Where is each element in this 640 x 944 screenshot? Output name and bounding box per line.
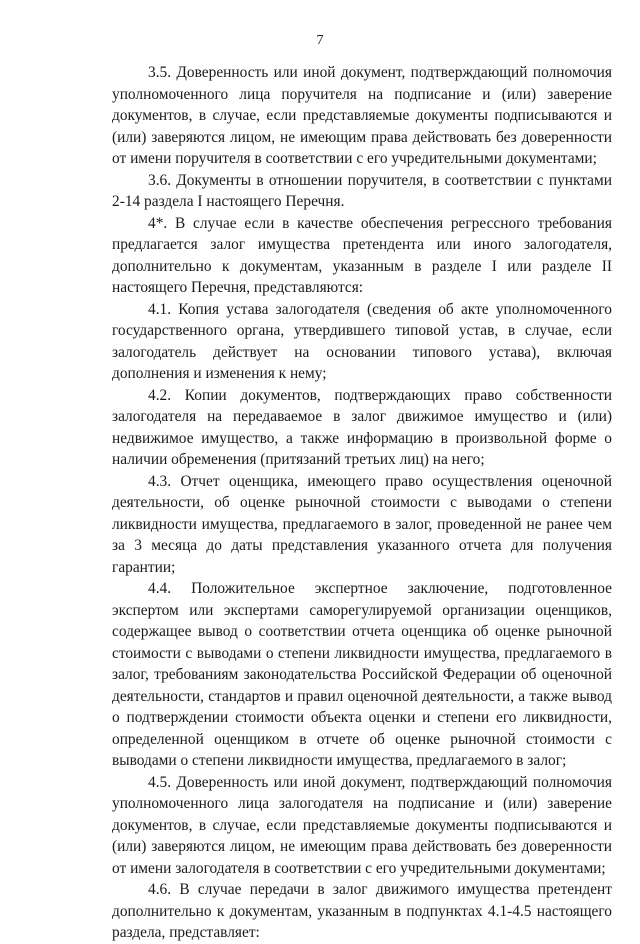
paragraph-4-6: 4.6. В случае передачи в залог движимого имущества претендент дополнительно к документам, указанным в подпунктах 4.1-4.5 настоящего раздела, представляет: — [112, 881, 612, 941]
page-number: 7 — [316, 33, 324, 48]
paragraph-4-2: 4.2. Копии документов, подтверждающих право собственности залогодателя на передаваемое в залог движимое имущество и (или) недвижимое имущество, а также информацию в произвольной форме о наличии обременения (притязаний третьих лиц) на него; — [112, 386, 612, 468]
paragraph-4-4: 4.4. Положительное экспертное заключение, подготовленное экспертом или экспертами саморегулируемой организации оценщиков, содержащее вывод о соответствии отчета оценщика об оценке рыночной стоимости с выводами о степени ликвидности имущества, предлагаемого в залог, требованиям законодательства Российской Федерации об оценочной деятельности, стандартов и правил оценочной деятельности, а также вывод о подтверждении стоимости объекта оценки и степени его ликвидности, определенной оценщиком в отчете об оценке рыночной стоимости с выводами о степени ликвидности имущества, предлагаемого в залог; — [112, 580, 612, 769]
paragraph-3-6: 3.6. Документы в отношении поручителя, в соответствии с пунктами 2-14 раздела I настоящего Перечня. — [112, 171, 612, 210]
paragraph-3-5: 3.5. Доверенность или иной документ, подтверждающий полномочия уполномоченного лица поручителя на подписание и (или) заверение документов, в случае, если представляемые документы подписываются и (или) заверяются лицом, не имеющим права действовать без доверенности от имени поручителя в соответствии с его учредительными документами; — [112, 64, 612, 167]
paragraph-4-5: 4.5. Доверенность или иной документ, подтверждающий полномочия уполномоченного лица залогодателя на подписание и (или) заверение документов, в случае, если представляемые документы подписываются и (или) заверяются лицом, не имеющим права действовать без доверенности от имени залогодателя в соответствии с его учредительными документами; — [112, 773, 612, 877]
document-body — [112, 62, 612, 944]
paragraph-4-1: 4.1. Копия устава залогодателя (сведения об акте уполномоченного государственного органа, утвердившего типовой устав, в случае, если залогодатель действует на основании типового устава), включая дополнения и изменения к нему; — [112, 300, 612, 382]
paragraph-4-3: 4.3. Отчет оценщика, имеющего право осуществления оценочной деятельности, об оценке рыночной стоимости с выводами о степени ликвидности имущества, предлагаемого в залог, проведенной не ранее чем за 3 месяца до даты представления указанного отчета для получения гарантии; — [112, 472, 612, 576]
paragraph-4: 4*. В случае если в качестве обеспечения регрессного требования предлагается залог имущества претендента или иного залогодателя, дополнительно к документам, указанным в разделе I или разделе II настоящего Перечня, представляются: — [112, 214, 612, 296]
